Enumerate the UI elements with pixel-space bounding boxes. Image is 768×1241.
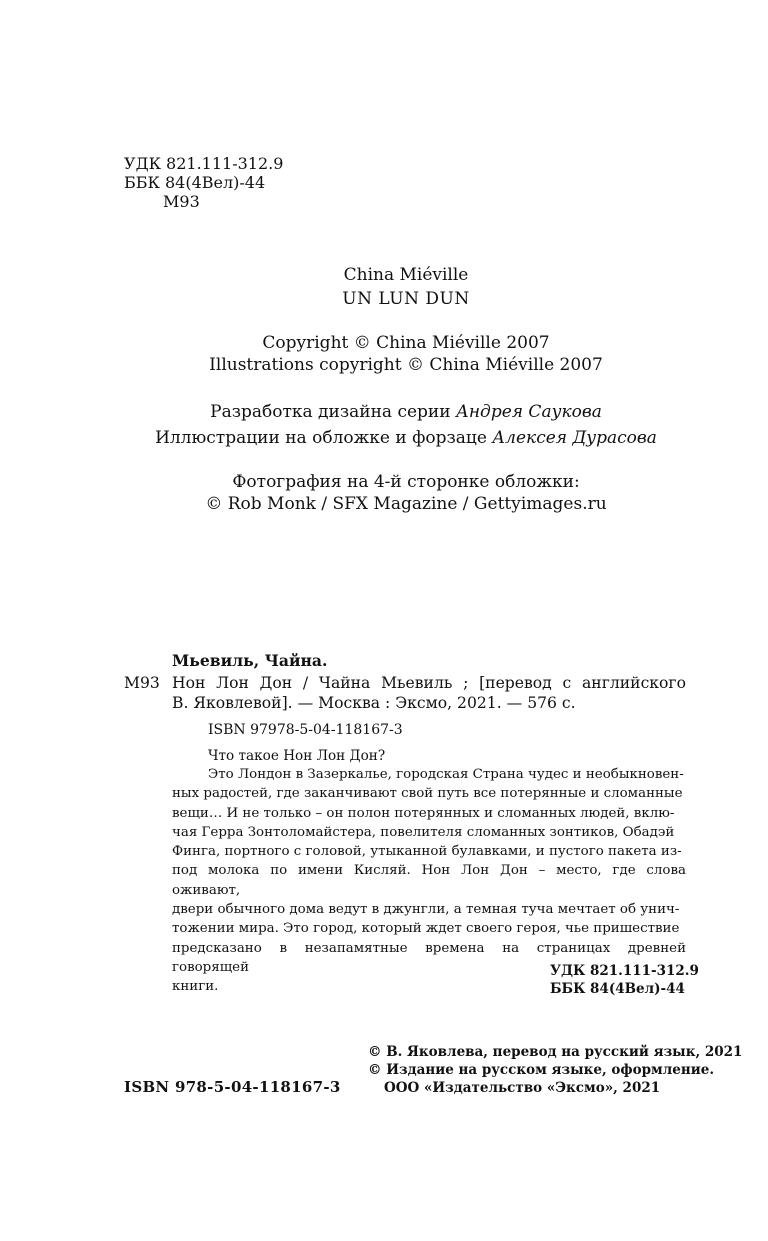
photo-credit-line-1: Фотография на 4-й сторонке обложки: — [232, 472, 580, 492]
rights-publisher: ООО «Издательство «Эксмо», 2021 — [384, 1080, 661, 1096]
bib-isbn: ISBN 97978-5-04-118167-3 — [208, 722, 403, 738]
design-credit-illustrations-label: Иллюстрации на обложке и форзаце — [155, 428, 493, 448]
original-author: China Miéville — [343, 265, 469, 285]
annotation-line: вещи… И не только – он полон потерянных и сломанных людей, вклю- — [172, 805, 675, 821]
annotation-line: чая Герра Зонтоломайстера, повелителя сломанных зонтиков, Обадэй — [172, 824, 675, 840]
copyright-line-2: Illustrations copyright © China Miéville 2007 — [209, 355, 603, 375]
rights-edition: © Издание на русском языке, оформление. — [368, 1062, 715, 1078]
bbk-code-bottom: ББК 84(4Вел)-44 — [550, 981, 685, 997]
annotation-text — [172, 765, 686, 997]
annotation-line: двери обычного дома ведут в джунгли, а темная туча мечтает об унич- — [172, 902, 680, 918]
annotation-line: предсказано в незапамятные времена на страницах древней говорящей — [172, 940, 686, 975]
annotation-line: Финга, портного с головой, утыканной булавками, и пустого пакета из- — [172, 844, 682, 860]
annotation-line: книги. — [172, 979, 219, 995]
bib-author-heading: Мьевиль, Чайна. — [172, 651, 328, 670]
udk-code-bottom: УДК 821.111-312.9 — [550, 963, 699, 979]
bib-author-mark: М93 — [124, 674, 160, 692]
annotation-line: ных радостей, где заканчивают свой путь все потерянные и сломанные — [172, 786, 683, 802]
annotation-line: Это Лондон в Зазеркалье, городская Страна чудес и необыкновен- — [208, 767, 684, 782]
author-mark-top: М93 — [163, 192, 200, 211]
design-credit-series-label: Разработка дизайна серии — [210, 402, 456, 422]
design-credit-illustrations — [0, 428, 768, 448]
photo-credit-line-2: © Rob Monk / SFX Magazine / Gettyimages.ru — [205, 494, 607, 514]
bib-line-2: В. Яковлевой]. — Москва : Эксмо, 2021. — 576 с. — [172, 694, 576, 712]
annotation-line: под молока по имени Кисляй. Нон Лон Дон – место, где слова оживают, — [172, 863, 686, 898]
udk-code-top: УДК 821.111-312.9 — [124, 154, 284, 173]
original-title: UN LUN DUN — [342, 289, 470, 309]
design-credit-series-name: Андрея Саукова — [455, 402, 602, 422]
copyright-line-1: Copyright © China Miéville 2007 — [262, 333, 550, 353]
design-credit-series — [0, 402, 768, 422]
footer-isbn: ISBN 978-5-04-118167-3 — [124, 1078, 341, 1096]
annotation-question: Что такое Нон Лон Дон? — [208, 748, 386, 764]
bib-description — [172, 673, 686, 713]
rights-translation: © В. Яковлева, перевод на русский язык, 2021 — [368, 1044, 743, 1060]
bib-line-1: Нон Лон Дон / Чайна Мьевиль ; [перевод с английского — [172, 674, 686, 692]
bbk-code-top: ББК 84(4Вел)-44 — [124, 173, 266, 192]
annotation-line: тожении мира. Это город, который ждет своего героя, чье пришествие — [172, 921, 680, 937]
design-credit-illustrations-name: Алексея Дурасова — [492, 428, 657, 448]
